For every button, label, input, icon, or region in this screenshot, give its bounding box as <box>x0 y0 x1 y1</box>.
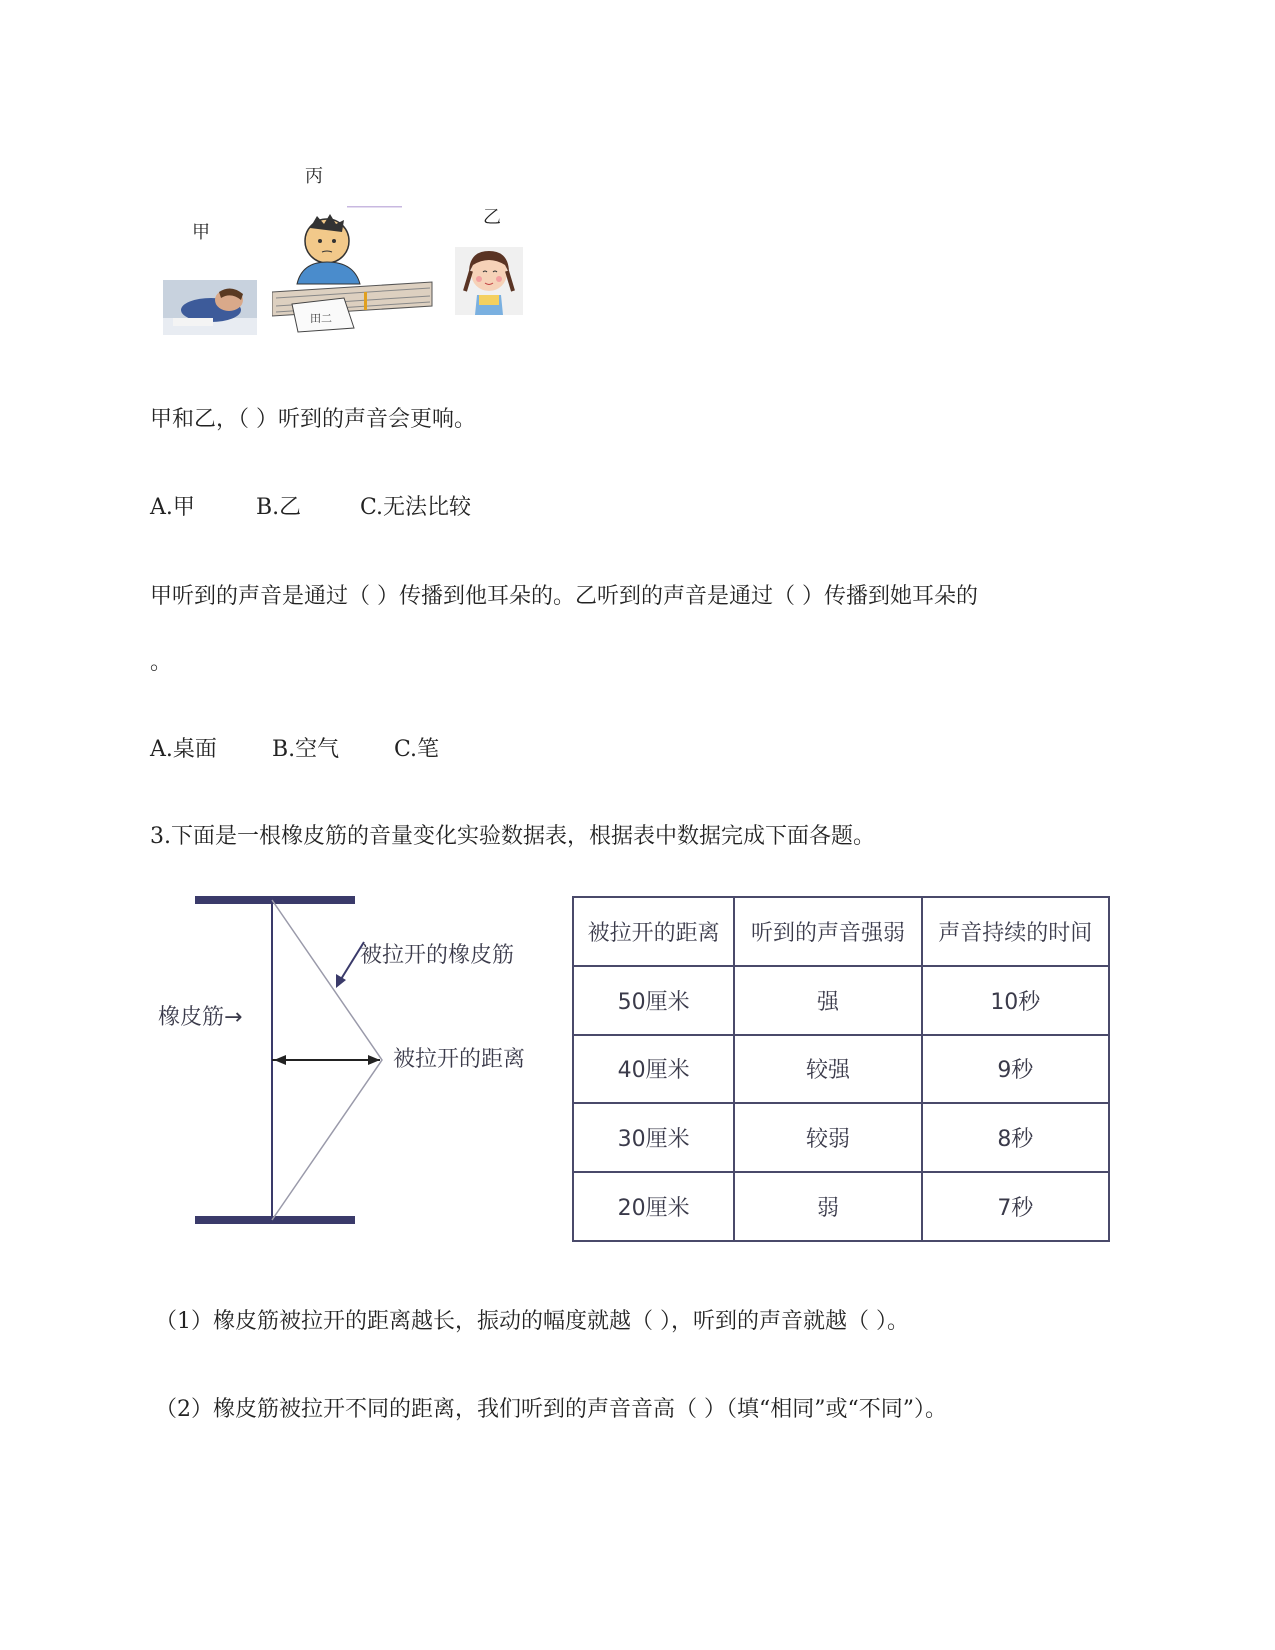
experiment-data-table <box>572 896 1110 1242</box>
question-2-text: 甲听到的声音是通过（ ）传播到他耳朵的。乙听到的声音是通过（ ）传播到她耳朵的 <box>150 584 978 609</box>
cell-loudness: 弱 <box>734 1172 921 1241</box>
option-b[interactable]: B.空气 <box>272 737 340 762</box>
table-row <box>573 1172 1109 1241</box>
label-yi: 乙 <box>483 207 501 228</box>
girl-listening-cartoon <box>455 247 523 315</box>
cell-distance: 40厘米 <box>573 1035 734 1104</box>
sub-question-2: （2）橡皮筋被拉开不同的距离，我们听到的声音音高（ ）（填“相同”或“不同”）。 <box>155 1397 947 1422</box>
cell-distance: 20厘米 <box>573 1172 734 1241</box>
option-a[interactable]: A.甲 <box>150 495 195 520</box>
question-3-title: 3.下面是一根橡皮筋的音量变化实验数据表，根据表中数据完成下面各题。 <box>150 824 875 849</box>
header-loudness: 听到的声音强弱 <box>734 897 921 966</box>
boy-tapping-desk-cartoon <box>272 206 442 334</box>
table-header-row <box>573 897 1109 966</box>
cell-duration: 8秒 <box>922 1103 1109 1172</box>
question-1-options <box>150 493 471 523</box>
cell-duration: 10秒 <box>922 966 1109 1035</box>
svg-text:田二: 田二 <box>310 312 332 325</box>
header-duration: 声音持续的时间 <box>922 897 1109 966</box>
table-row <box>573 1103 1109 1172</box>
question-1-text: 甲和乙，（ ）听到的声音会更响。 <box>150 407 476 432</box>
cell-duration: 7秒 <box>922 1172 1109 1241</box>
label-jia: 甲 <box>192 222 210 243</box>
label-bing: 丙 <box>305 166 323 187</box>
label-stretched-band: 被拉开的橡皮筋 <box>360 943 515 968</box>
cell-distance: 50厘米 <box>573 966 734 1035</box>
cell-loudness: 较弱 <box>734 1103 921 1172</box>
label-stretch-distance: 被拉开的距离 <box>393 1047 526 1072</box>
table-row <box>573 966 1109 1035</box>
header-distance: 被拉开的距离 <box>573 897 734 966</box>
cell-loudness: 强 <box>734 966 921 1035</box>
option-c[interactable]: C.无法比较 <box>360 495 472 520</box>
option-a[interactable]: A.桌面 <box>150 737 217 762</box>
question-2-text-cont: 。 <box>150 650 173 675</box>
boy-sleeping-photo <box>163 280 257 335</box>
cell-duration: 9秒 <box>922 1035 1109 1104</box>
label-rubber-band: 橡皮筋→ <box>158 1005 243 1030</box>
cell-distance: 30厘米 <box>573 1103 734 1172</box>
table-row <box>573 1035 1109 1104</box>
option-b[interactable]: B.乙 <box>256 495 302 520</box>
cell-loudness: 较强 <box>734 1035 921 1104</box>
sub-question-1: （1）橡皮筋被拉开的距离越长，振动的幅度就越（ ），听到的声音就越（ ）。 <box>155 1309 909 1334</box>
option-c[interactable]: C.笔 <box>394 737 440 762</box>
question-2-options <box>150 735 439 765</box>
